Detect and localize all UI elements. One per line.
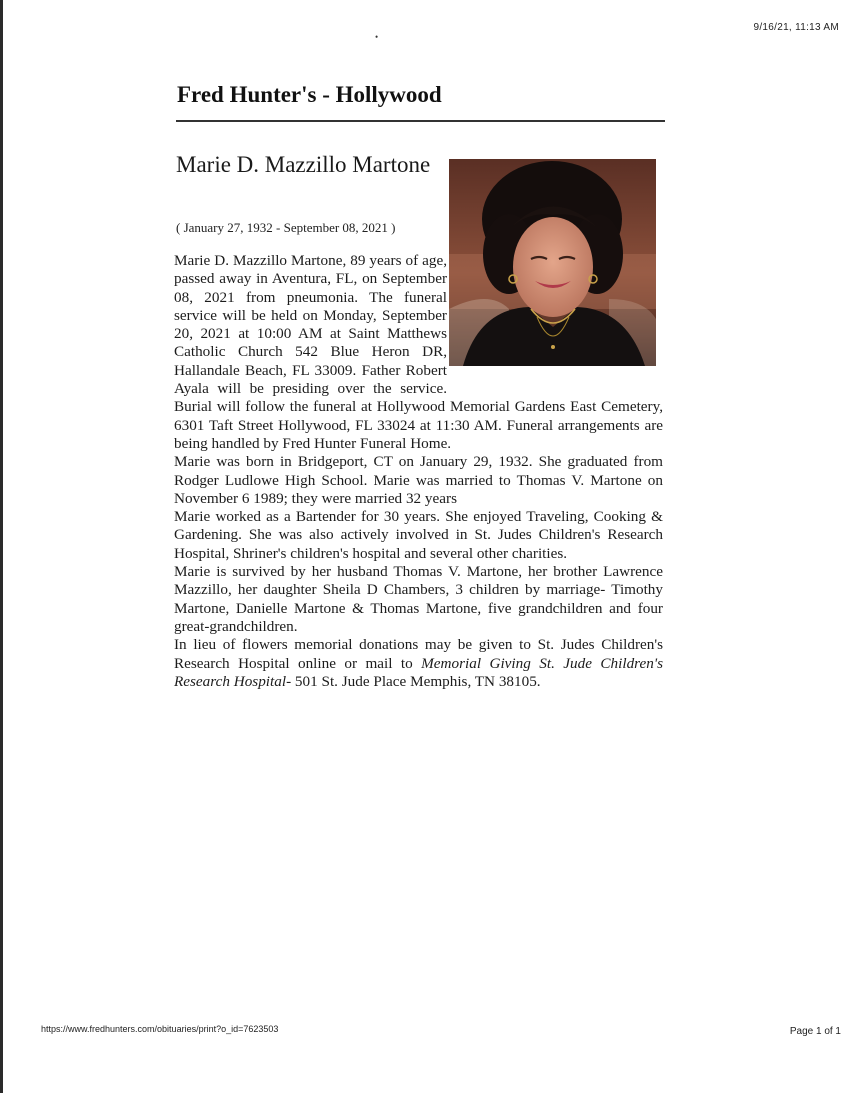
deceased-name: Marie D. Mazzillo Martone <box>176 152 431 177</box>
life-dates: ( January 27, 1932 - September 08, 2021 ) <box>176 220 396 235</box>
donation-address: - 501 St. Jude Place Memphis, TN 38105. <box>286 672 541 690</box>
print-timestamp: 9/16/21, 11:13 AM <box>753 22 839 33</box>
site-title: Fred Hunter's - Hollywood <box>177 82 442 107</box>
page-url: https://www.fredhunters.com/obituaries/print?o_id=7623503 <box>41 1024 279 1034</box>
obituary-paragraph-service: Marie D. Mazzillo Martone, 89 years of age, passed away in Aventura, FL, on September 08, 2021 from pneumonia. The funeral service will be held on Monday, September 20, 2021 at 10:00 AM at Saint Matthews Catholic Church 542 Blue Heron DR, Hallandale Beach, FL 33009. Father Robert Ayala will be presiding over the service. Burial will follow the funeral at Hollywood Memorial Gardens East Cemetery, 6301 Taft Street Hollywood, FL 33024 at 11:30 AM. Funeral arrangements are being handled by Fred Hunter Funeral Home. <box>174 252 663 452</box>
photo-float-spacer <box>447 252 663 386</box>
page-number: Page 1 of 1 <box>789 1026 841 1037</box>
obituary-paragraph-biography: Marie was born in Bridgeport, CT on January 29, 1932. She graduated from Rodger Ludlowe High School. Marie was married to Thomas V. Martone on November 6 1989; they were married 32 years <box>174 453 663 507</box>
scan-edge <box>0 0 3 1093</box>
obituary-paragraph-survivors: Marie is survived by her husband Thomas V. Martone, her brother Lawrence Mazzillo, her daughter Sheila D Chambers, 3 children by marriage- Timothy Martone, Danielle Martone & Thomas Martone, five grandchildren and four great-grandchildren. <box>174 563 663 635</box>
obituary-paragraph-donations <box>174 636 663 691</box>
donation-recipient: Memorial Giving St. Jude Children's Research Hospital <box>174 654 664 690</box>
obituary-body <box>174 252 663 691</box>
title-divider <box>176 120 665 122</box>
obituary-paragraph-work: Marie worked as a Bartender for 30 years. She enjoyed Traveling, Cooking & Gardening. She was also actively involved in St. Judes Children's Research Hospital, Shriner's children's hospital and several other charities. <box>174 508 663 562</box>
donation-text: In lieu of flowers memorial donations may be given to St. Judes Children's Research Hospital online or mail to <box>174 636 663 672</box>
scan-speck: • <box>375 32 379 42</box>
